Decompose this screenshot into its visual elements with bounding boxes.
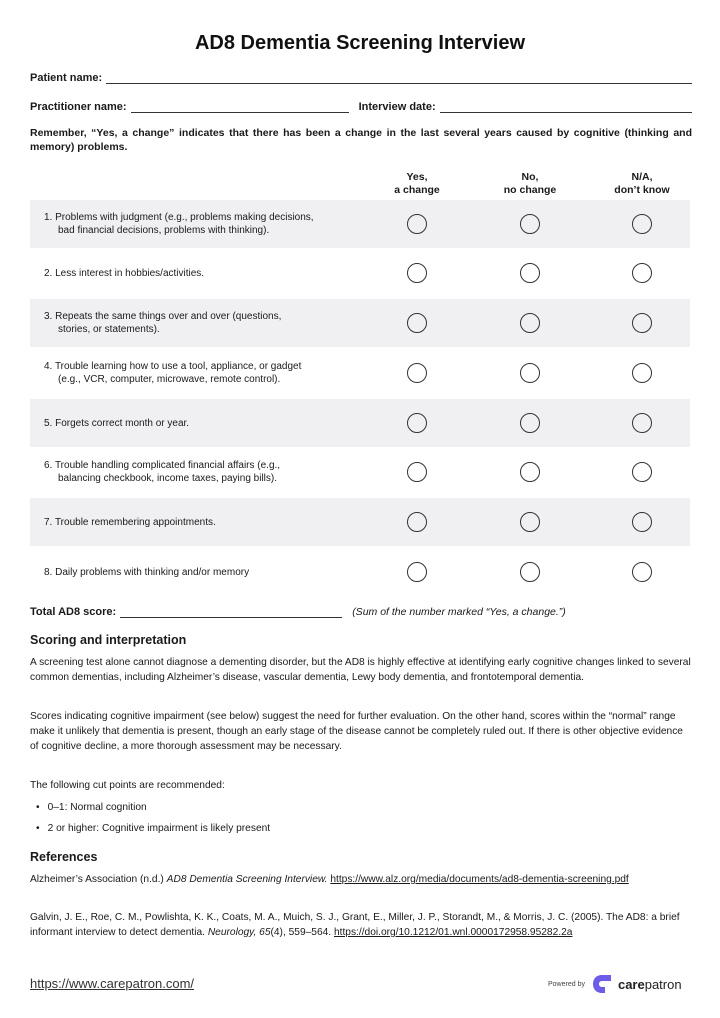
patient-name-label: Patient name:	[30, 72, 103, 84]
question-text	[44, 211, 374, 237]
question-line: stories, or statements).	[58, 324, 160, 335]
column-header-yes	[362, 171, 472, 197]
references-heading: References	[30, 850, 98, 864]
question-row-4	[30, 349, 690, 397]
question-text	[44, 417, 374, 430]
footer-link[interactable]: https://www.carepatron.com/	[30, 976, 195, 991]
question-line: 4. Trouble learning how to use a tool, appliance, or gadget	[44, 361, 302, 372]
radio-yes-change[interactable]	[407, 512, 427, 532]
question-line: 2. Less interest in hobbies/activities.	[44, 267, 205, 279]
radio-yes-change[interactable]	[407, 562, 427, 582]
scoring-heading: Scoring and interpretation	[30, 633, 187, 647]
reference-journal: Neurology, 65	[207, 926, 271, 938]
radio-no-change[interactable]	[520, 214, 540, 234]
column-header-na-line1: N/A,	[631, 171, 653, 183]
cut-point-bullet: • 2 or higher: Cognitive impairment is likely present	[36, 823, 270, 834]
question-line: 7. Trouble remembering appointments.	[44, 516, 216, 528]
question-text	[44, 267, 374, 280]
radio-yes-change[interactable]	[407, 263, 427, 283]
radio-yes-change[interactable]	[407, 462, 427, 482]
radio-no-change[interactable]	[520, 263, 540, 283]
question-text	[44, 566, 374, 579]
column-header-na-line2: don’t know	[614, 184, 670, 197]
radio-na[interactable]	[632, 214, 652, 234]
question-text	[44, 310, 374, 336]
question-row-2	[30, 249, 690, 297]
radio-na[interactable]	[632, 363, 652, 383]
reference-title: AD8 Dementia Screening Interview.	[166, 874, 328, 885]
radio-na[interactable]	[632, 263, 652, 283]
scoring-paragraph-2: Scores indicating cognitive impairment (see below) suggest the need for further evaluation. On the other hand, scores within the “normal” range make it unlikely that dementia is present, though an early stage of the disease cannot be completely ruled out. If there is other objective evidence of cognitive decline, a more thorough assessment may be necessary.	[30, 711, 683, 752]
question-row-5	[30, 399, 690, 447]
radio-yes-change[interactable]	[407, 363, 427, 383]
reference-link[interactable]: https://doi.org/10.1212/01.wnl.0000172958.95282.2a	[333, 926, 573, 938]
radio-na[interactable]	[632, 562, 652, 582]
cut-point-bullet: • 0–1: Normal cognition	[36, 802, 147, 813]
total-score-hint: (Sum of the number marked “Yes, a change.”)	[352, 606, 566, 618]
brand-badge	[548, 973, 682, 995]
reference-text: Galvin, J. E., Roe, C. M., Powlishta, K. K., Coats, M. A., Muich, S. J., Grant, E., Miller, J. P., Storandt, M., & Morris, J. C. (2005). The AD8: a brief informant interview to detect dementia.	[30, 912, 680, 938]
question-row-3	[30, 299, 690, 347]
question-row-6	[30, 448, 690, 496]
reference-pages: (4), 559–564.	[270, 926, 332, 938]
reference-1	[30, 873, 692, 888]
question-text	[44, 360, 374, 386]
question-line: 6. Trouble handling complicated financial affairs (e.g.,	[44, 460, 281, 471]
total-score-row	[30, 606, 566, 618]
instruction-note: Remember, “Yes, a change” indicates that there has been a change in the last several years caused by cognitive (thinking and memory) problems.	[30, 127, 692, 153]
radio-no-change[interactable]	[520, 462, 540, 482]
reference-2	[30, 911, 692, 941]
brand-name	[618, 977, 682, 992]
column-header-no-line2: no change	[503, 184, 557, 197]
radio-na[interactable]	[632, 413, 652, 433]
question-row-7	[30, 498, 690, 546]
column-header-no	[475, 171, 585, 197]
question-line: 1. Problems with judgment (e.g., problems making decisions,	[44, 212, 314, 223]
practitioner-row	[30, 101, 692, 113]
patient-name-row	[30, 72, 692, 84]
question-line: bad financial decisions, problems with thinking).	[58, 225, 270, 236]
column-header-yes-line1: Yes,	[406, 171, 428, 183]
brand-name-rest: patron	[644, 976, 682, 992]
scoring-paragraph-1: A screening test alone cannot diagnose a dementing disorder, but the AD8 is highly effective at identifying early cognitive changes linked to several common dementias, including Alzheimer’s disease, vascular dementia, Lewy body dementia, and frontotemporal dementia.	[30, 657, 691, 683]
carepatron-logo-icon	[591, 973, 613, 995]
interview-date-label: Interview date:	[358, 101, 436, 113]
radio-yes-change[interactable]	[407, 413, 427, 433]
question-line: 3. Repeats the same things over and over (questions,	[44, 311, 282, 322]
question-line: (e.g., VCR, computer, microwave, remote control).	[58, 374, 281, 385]
column-header-no-line1: No,	[521, 171, 539, 183]
question-text	[44, 516, 374, 529]
question-line: 5. Forgets correct month or year.	[44, 417, 190, 429]
radio-no-change[interactable]	[520, 413, 540, 433]
reference-link[interactable]: https://www.alz.org/media/documents/ad8-dementia-screening.pdf	[330, 874, 629, 885]
practitioner-name-label: Practitioner name:	[30, 101, 127, 113]
powered-by-label: Powered by	[548, 980, 585, 988]
radio-yes-change[interactable]	[407, 313, 427, 333]
radio-no-change[interactable]	[520, 313, 540, 333]
page-title: AD8 Dementia Screening Interview	[194, 32, 526, 54]
radio-no-change[interactable]	[520, 363, 540, 383]
question-text	[44, 459, 374, 485]
radio-no-change[interactable]	[520, 512, 540, 532]
total-score-label: Total AD8 score:	[30, 606, 117, 618]
interview-date-field[interactable]	[440, 101, 692, 113]
radio-no-change[interactable]	[520, 562, 540, 582]
patient-name-field[interactable]	[106, 72, 692, 84]
question-row-8	[30, 548, 690, 596]
radio-na[interactable]	[632, 313, 652, 333]
radio-na[interactable]	[632, 462, 652, 482]
brand-name-bold: care	[617, 976, 645, 992]
column-header-na	[587, 171, 697, 197]
total-score-field[interactable]	[120, 606, 342, 618]
practitioner-name-field[interactable]	[131, 101, 349, 113]
radio-yes-change[interactable]	[407, 214, 427, 234]
radio-na[interactable]	[632, 512, 652, 532]
question-row-1	[30, 200, 690, 248]
question-line: balancing checkbook, income taxes, paying bills).	[58, 473, 278, 484]
question-line: 8. Daily problems with thinking and/or memory	[44, 566, 250, 578]
scoring-paragraph-3: The following cut points are recommended:	[30, 780, 225, 791]
reference-author: Alzheimer’s Association (n.d.)	[30, 874, 164, 885]
column-header-yes-line2: a change	[394, 184, 440, 197]
